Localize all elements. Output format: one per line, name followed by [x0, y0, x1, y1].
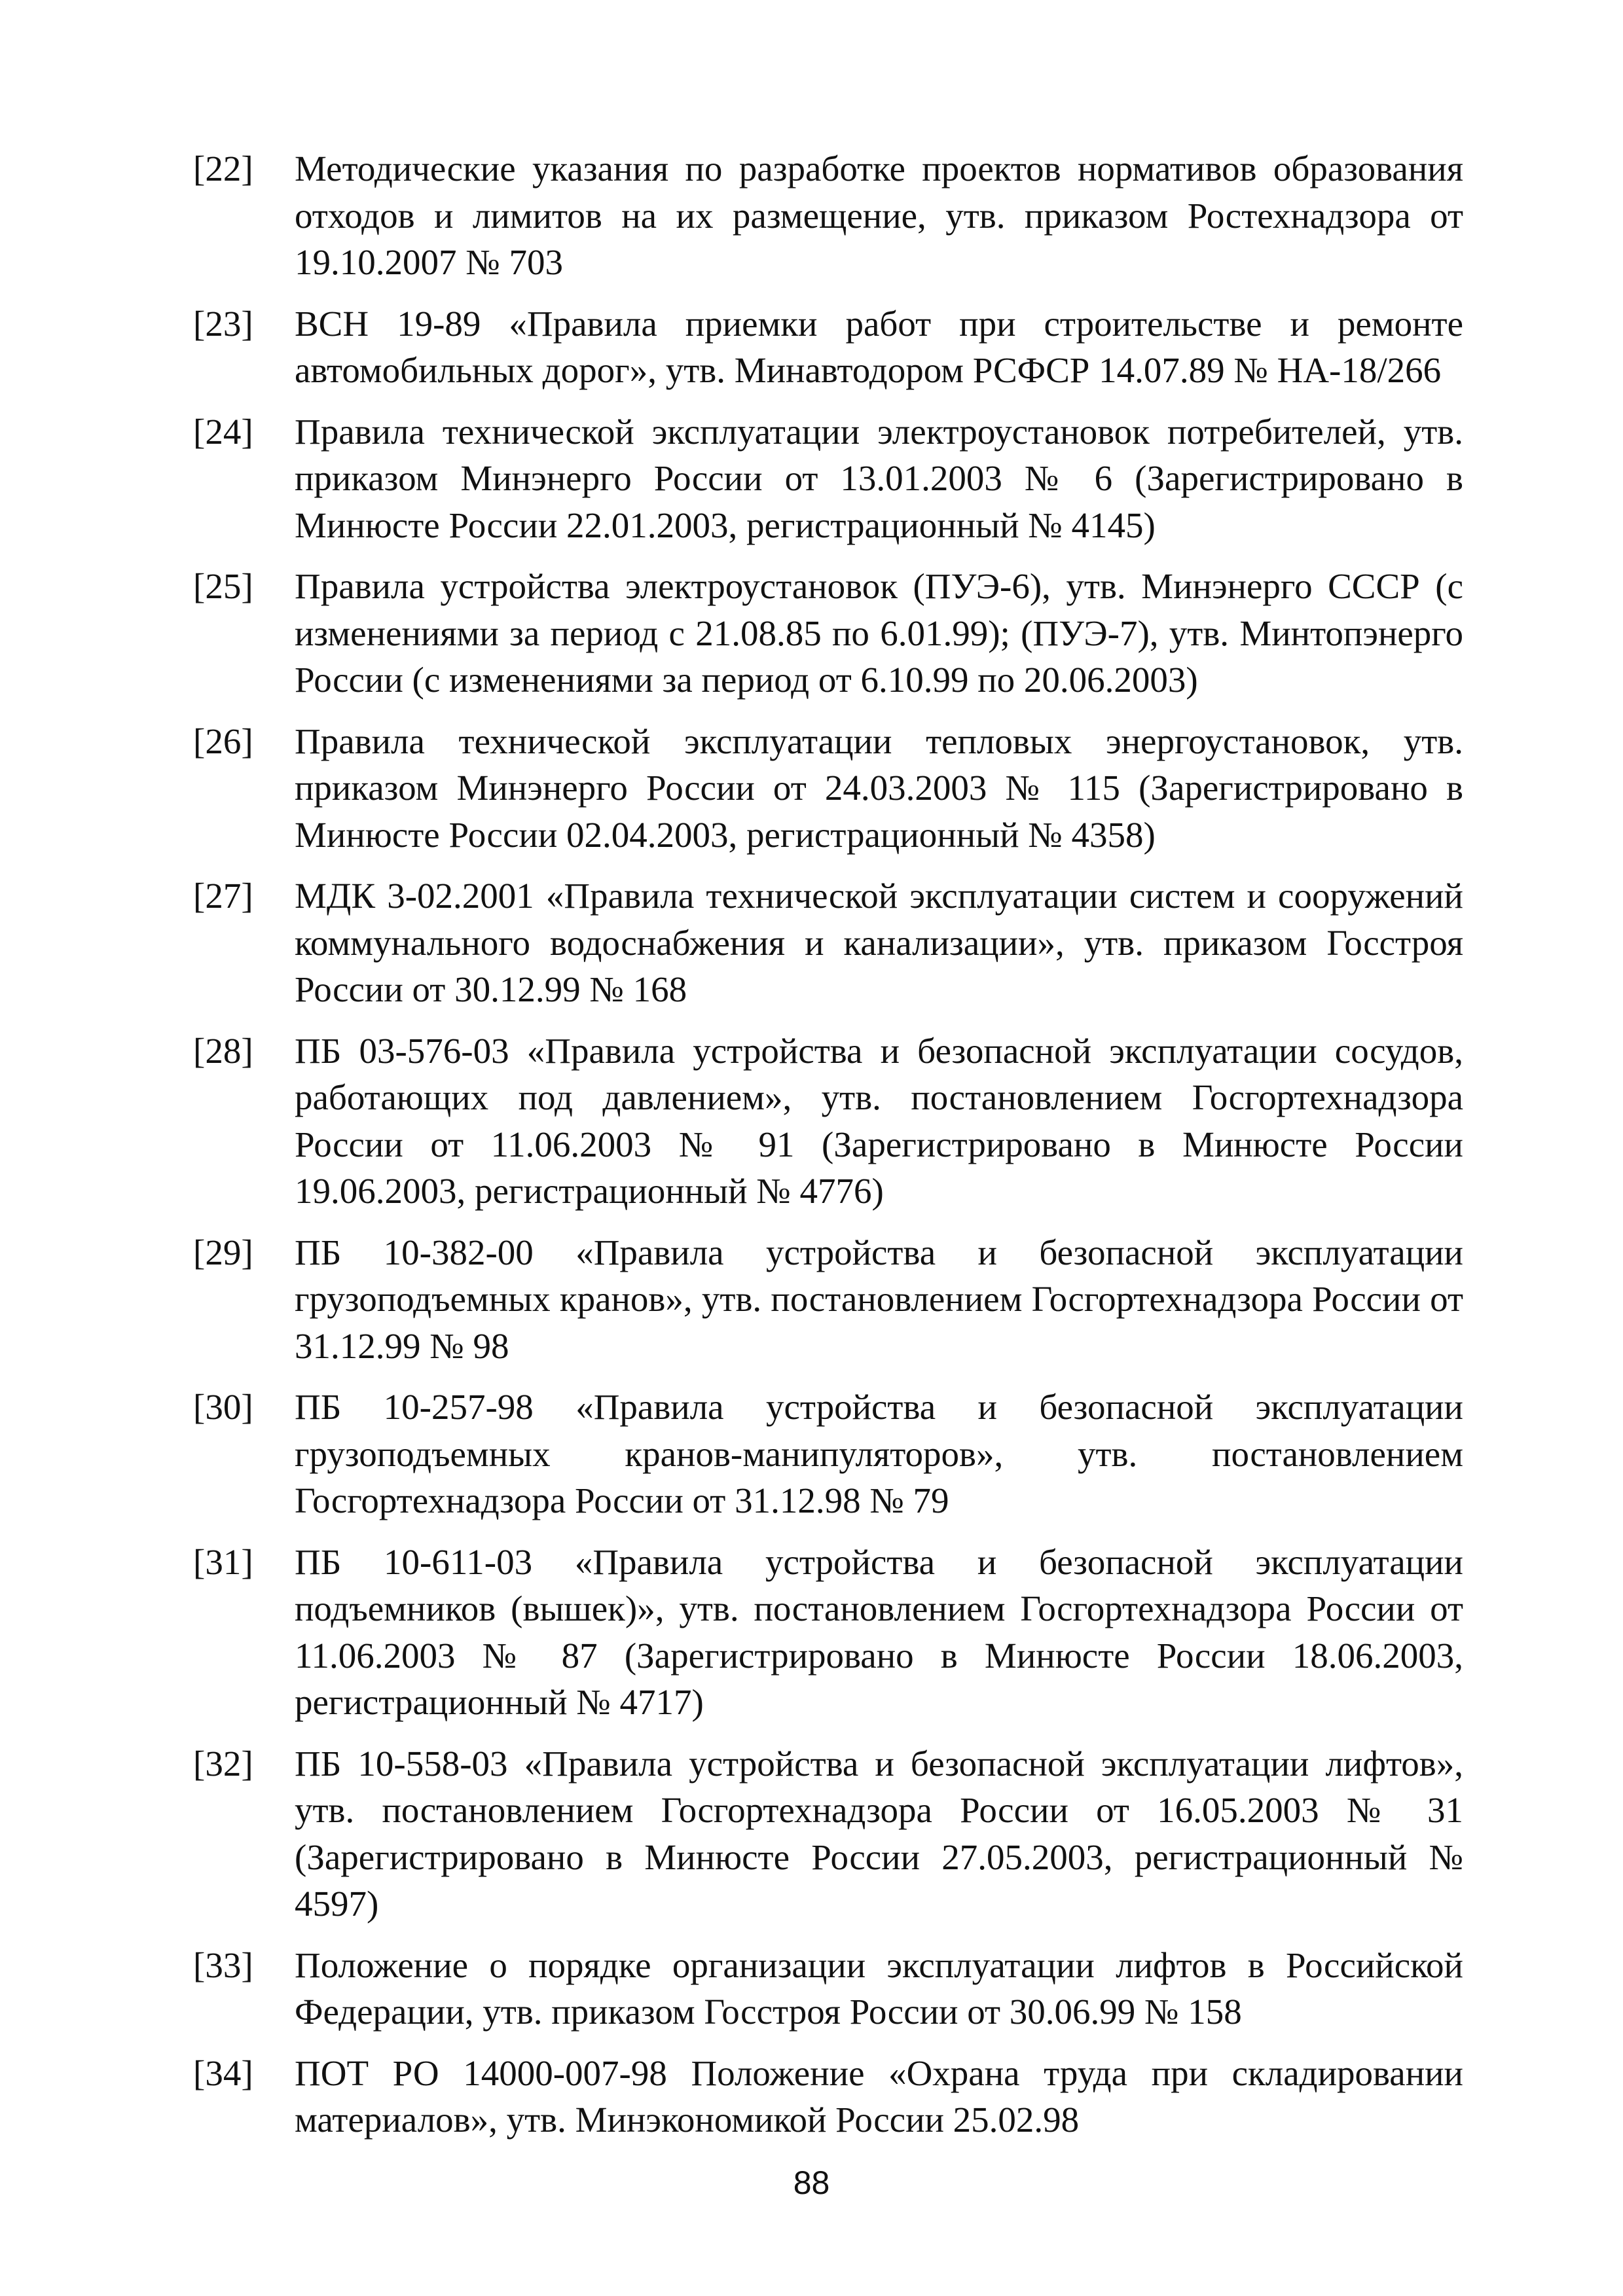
reference-item-30 — [193, 1384, 1463, 1524]
reference-number: [30] — [193, 1387, 253, 1427]
reference-number: [25] — [193, 566, 253, 606]
reference-text: ПБ 10-382-00 «Правила устройства и безопасной эксплуатации грузоподъемных кранов», утв. постановлением Госгортехнадзора России от 31.12.99 № 98 — [295, 1232, 1463, 1366]
reference-text: Правила устройства электроустановок (ПУЭ-6), утв. Минэнерго СССР (с изменениями за период с 21.08.85 по 6.01.99); (ПУЭ-7), утв. Минтопэнерго России (с изменениями за период от 6.10.99 по 20.06.2003) — [295, 566, 1463, 700]
reference-item-34 — [193, 2050, 1463, 2144]
reference-item-23 — [193, 300, 1463, 394]
reference-number: [32] — [193, 1743, 253, 1784]
reference-number: [31] — [193, 1541, 253, 1582]
reference-text: МДК 3-02.2001 «Правила технической эксплуатации систем и сооружений коммунального водоснабжения и канализации», утв. приказом Госстроя России от 30.12.99 № 168 — [295, 876, 1463, 1009]
reference-text: Методические указания по разработке проектов нормативов образования отходов и лимитов на их размещение, утв. приказом Ростехнадзора от 19.10.2007 № 703 — [295, 149, 1463, 282]
reference-item-27 — [193, 872, 1463, 1013]
reference-item-22 — [193, 145, 1463, 286]
reference-text: Положение о порядке организации эксплуатации лифтов в Российской Федерации, утв. приказом Госстроя России от 30.06.99 № 158 — [295, 1945, 1463, 2032]
reference-text: ПБ 10-558-03 «Правила устройства и безопасной эксплуатации лифтов», утв. постановлением Госгортехнадзора России от 16.05.2003 № 31 (Зарегистрировано в Минюсте России 27.05.2003, регистрационный № 4597) — [295, 1743, 1463, 1924]
reference-number: [28] — [193, 1030, 253, 1071]
reference-item-28 — [193, 1028, 1463, 1215]
reference-number: [23] — [193, 303, 253, 344]
reference-number: [34] — [193, 2053, 253, 2093]
reference-number: [29] — [193, 1232, 253, 1272]
reference-item-33 — [193, 1942, 1463, 2036]
reference-item-25 — [193, 563, 1463, 704]
reference-number: [22] — [193, 149, 253, 188]
reference-text: Правила технической эксплуатации тепловых энергоустановок, утв. приказом Минэнерго России от 24.03.2003 № 115 (Зарегистрировано в Минюсте России 02.04.2003, регистрационный № 4358) — [295, 721, 1463, 855]
reference-item-29 — [193, 1229, 1463, 1370]
reference-list — [193, 145, 1463, 2158]
reference-text: ПБ 10-611-03 «Правила устройства и безопасной эксплуатации подъемников (вышек)», утв. постановлением Госгортехнадзора России от 11.06.2003 № 87 (Зарегистрировано в Минюсте России 18.06.2003, регистрационный № 4717) — [295, 1541, 1463, 1722]
page-number: 88 — [793, 2164, 830, 2201]
reference-item-26 — [193, 718, 1463, 859]
reference-text: ПОТ РО 14000-007-98 Положение «Охрана труда при складировании материалов», утв. Минэкономикой России 25.02.98 — [295, 2053, 1463, 2140]
reference-text: Правила технической эксплуатации электроустановок потребителей, утв. приказом Минэнерго России от 13.01.2003 № 6 (Зарегистрировано в Минюсте России 22.01.2003, регистрационный № 4145) — [295, 411, 1463, 545]
reference-item-31 — [193, 1539, 1463, 1726]
reference-text: ПБ 03-576-03 «Правила устройства и безопасной эксплуатации сосудов, работающих под давлением», утв. постановлением Госгортехнадзора России от 11.06.2003 № 91 (Зарегистрировано в Минюсте России 19.06.2003, регистрационный № 4776) — [295, 1030, 1463, 1211]
reference-item-24 — [193, 408, 1463, 549]
reference-number: [33] — [193, 1945, 253, 1985]
reference-number: [24] — [193, 411, 253, 452]
reference-item-32 — [193, 1740, 1463, 1928]
reference-text: ПБ 10-257-98 «Правила устройства и безопасной эксплуатации грузоподъемных кранов-манипуляторов», утв. постановлением Госгортехнадзора России от 31.12.98 № 79 — [295, 1387, 1463, 1520]
reference-number: [26] — [193, 721, 253, 761]
reference-text: ВСН 19-89 «Правила приемки работ при строительстве и ремонте автомобильных дорог», утв. Минавтодором РСФСР 14.07.89 № НА-18/266 — [295, 303, 1463, 390]
reference-number: [27] — [193, 876, 253, 916]
